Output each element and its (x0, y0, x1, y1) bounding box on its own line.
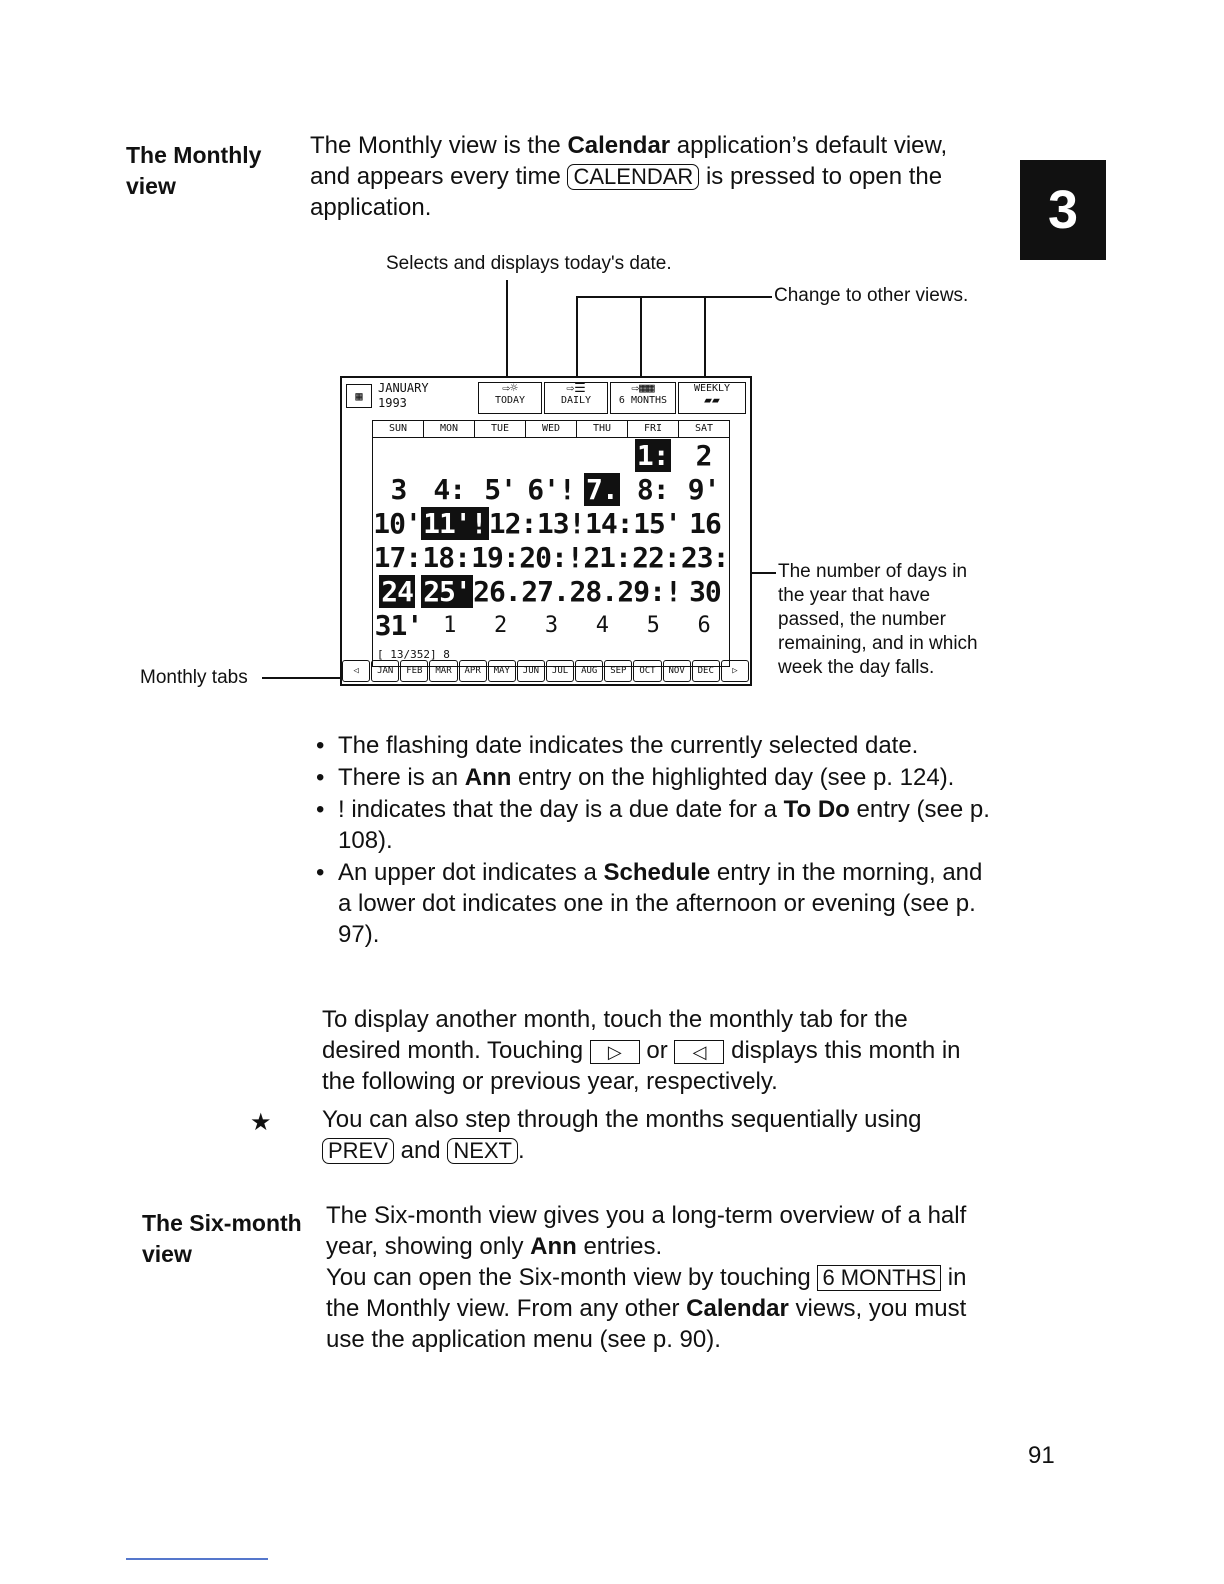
highlighted-day: 1: (636, 439, 669, 472)
callout-days: The number of days in the year that have passed, the number remaining, and in which week the day falls. (778, 561, 978, 678)
callout-today: Selects and displays today's date. (386, 253, 672, 274)
calendar-day-cell[interactable] (421, 508, 488, 540)
calendar-day-cell[interactable]: 23: (680, 541, 729, 574)
daily-icon: ⇨☰ (566, 381, 586, 396)
bullet-item (312, 857, 992, 950)
calendar-day-cell[interactable]: 12: (488, 507, 537, 540)
calendar-screen (340, 376, 752, 686)
calendar-day-cell[interactable]: 8: (636, 473, 669, 506)
calendar-day-cell[interactable] (576, 474, 627, 506)
calendar-day-cell[interactable]: 19: (471, 541, 519, 574)
month-tab-aug[interactable]: AUG (575, 660, 603, 682)
bullet-item (312, 794, 992, 856)
footer-rule (126, 1558, 268, 1560)
calendar-day-cell[interactable]: 18: (422, 541, 470, 574)
monthly-tabs (342, 660, 750, 682)
calendar-day-cell[interactable] (576, 440, 627, 472)
calendar-day-cell[interactable]: 3 (544, 613, 558, 638)
leader-6months (640, 296, 642, 380)
calendar-day-cell[interactable] (627, 440, 678, 472)
calendar-week-row (373, 576, 729, 608)
leader-views-h (576, 296, 772, 298)
tip-text: You can also step through the months sequentially using (322, 1106, 922, 1133)
calendar-day-cell[interactable]: 29:! (617, 575, 681, 608)
six-months-button[interactable] (610, 382, 676, 414)
bullet-text: ! indicates that the day is a due date for a (338, 796, 784, 823)
monthly-intro (310, 130, 990, 223)
calendar-day-cell[interactable]: 6 (697, 613, 710, 638)
section-heading-monthly: The Monthly view (126, 142, 262, 199)
sun-icon: ⇨☼ (502, 381, 518, 396)
month-tab-jun[interactable]: JUN (517, 660, 545, 682)
calendar-week-row (373, 440, 729, 472)
bullet-text: entry on the highlighted day (see p. 124). (511, 764, 955, 791)
calendar-day-cell[interactable] (373, 440, 424, 472)
highlighted-day: 11'! (423, 507, 487, 540)
screen-month: JANUARY (378, 381, 429, 395)
six-months-label: 6 MONTHS (618, 395, 668, 406)
next-arrow-icon: ▷ (590, 1040, 640, 1064)
calendar-day-cell[interactable]: 27. (521, 575, 569, 608)
weekly-label: WEEKLY (693, 383, 731, 394)
calendar-day-cell[interactable]: 2 (494, 613, 507, 638)
calendar-day-cell[interactable]: 13! (536, 507, 585, 540)
calendar-day-cell[interactable]: 30 (689, 575, 721, 608)
day-count-status: [ 13/352] 8 (377, 648, 450, 661)
leader-daily (576, 296, 578, 380)
leader-tabs (262, 677, 342, 679)
intro-bold: Calendar (567, 132, 671, 159)
leader-weekly (704, 296, 706, 380)
six-month-bold: Calendar (686, 1295, 789, 1322)
page-number: 91 (1028, 1442, 1055, 1469)
calendar-day-cell[interactable]: 4: (433, 473, 466, 506)
month-tab-feb[interactable]: FEB (400, 660, 428, 682)
para-text: displays this month in the following or previous year, respectively. (322, 1037, 961, 1095)
calendar-day-cell[interactable]: 2 (695, 439, 712, 472)
yearly-icon: ▰▰ (704, 393, 720, 408)
calendar-day-cell[interactable]: 22: (632, 541, 680, 574)
six-month-paragraph-1 (326, 1200, 994, 1262)
weekday-label: SAT (694, 423, 714, 434)
bullet-text: entry (see p. 108). (338, 796, 990, 854)
month-tab-sep[interactable]: SEP (604, 660, 632, 682)
weekday-label: WED (526, 421, 577, 437)
bullet-bold: Ann (464, 764, 512, 791)
tip-paragraph (322, 1104, 986, 1166)
calendar-week-row (373, 508, 729, 540)
daily-label: DAILY (560, 395, 592, 406)
bullet-text: An upper dot indicates a (338, 859, 604, 886)
today-button[interactable] (478, 382, 542, 414)
tip-text: . (518, 1137, 525, 1164)
calendar-day-cell[interactable]: 10' (373, 507, 421, 540)
today-label: TODAY (494, 395, 526, 406)
six-month-text: in the Monthly view. From any other (326, 1264, 967, 1322)
six-month-text: views, you must use the application menu (see p. 90). (326, 1295, 967, 1353)
bullet-item (312, 730, 992, 761)
callout-views: Change to other views. (774, 285, 969, 306)
weekday-label: TUE (475, 421, 526, 437)
leader-today (506, 280, 508, 380)
six-month-paragraph-2 (326, 1262, 994, 1355)
calendar-icon: ▦ (346, 384, 372, 408)
calendar-day-cell[interactable] (421, 576, 473, 608)
calendar-day-cell[interactable]: 20:! (519, 541, 583, 574)
calendar-day-cell[interactable] (424, 440, 475, 472)
weekday-label: FRI (628, 421, 679, 437)
month-tab-mar[interactable]: MAR (429, 660, 457, 682)
calendar-day-cell[interactable]: 9' (687, 473, 720, 506)
calendar-day-cell[interactable]: 5 (646, 613, 659, 638)
calendar-day-cell[interactable] (373, 576, 421, 608)
bullet-text: There is an (338, 764, 465, 791)
month-tab-oct[interactable]: OCT (633, 660, 661, 682)
callout-monthly-tabs: Monthly tabs (140, 667, 248, 688)
calendar-day-cell[interactable]: 14: (584, 507, 633, 540)
calendar-day-cell[interactable]: 28. (569, 575, 618, 608)
highlighted-day: 25' (423, 575, 471, 608)
daily-button[interactable] (544, 382, 608, 414)
calendar-day-cell[interactable]: 1 (443, 613, 456, 638)
calendar-week-row (373, 474, 729, 506)
bullet-item (312, 762, 992, 793)
calendar-week-row (373, 542, 729, 574)
calendar-day-cell[interactable]: 6'! (527, 473, 575, 506)
calendar-day-cell[interactable]: 3 (390, 473, 407, 506)
bullet-text: The flashing date indicates the currently selected date. (338, 732, 919, 759)
para-text: To display another month, touch the monthly tab for the desired month. Touching (322, 1006, 908, 1064)
weekday-label: MON (424, 421, 475, 437)
prev-arrow-icon: ◁ (674, 1040, 724, 1064)
calendar-week-row (373, 610, 729, 642)
calendar-day-cell[interactable] (526, 440, 577, 472)
calendar-key: CALENDAR (567, 164, 699, 190)
calendar-day-cell[interactable]: 21: (583, 541, 631, 574)
calendar-day-cell[interactable]: 17: (373, 541, 422, 574)
tip-star-icon: ★ (250, 1109, 272, 1136)
para-text: or (639, 1037, 675, 1064)
month-tab-apr[interactable]: APR (459, 660, 487, 682)
weekday-label: SUN (373, 421, 424, 437)
month-tab-jul[interactable]: JUL (546, 660, 574, 682)
six-month-text: You can open the Six-month view by touching (326, 1264, 818, 1291)
chapter-tab: 3 (1020, 160, 1106, 260)
prev-key: PREV (322, 1138, 394, 1164)
month-navigation-paragraph (322, 1004, 986, 1097)
six-months-key: 6 MONTHS (817, 1265, 941, 1291)
highlighted-day: 7. (586, 473, 618, 506)
calendar-day-cell[interactable]: 31' (374, 609, 423, 642)
month-tab-nov[interactable]: NOV (663, 660, 691, 682)
weekday-label: THU (577, 421, 628, 437)
bullet-bold: To Do (783, 796, 850, 823)
month-tab-dec[interactable]: DEC (692, 660, 720, 682)
calendar-day-cell[interactable]: 5' (484, 473, 516, 506)
month-tab-jan[interactable]: JAN (371, 660, 399, 682)
six-month-text: entries. (576, 1233, 663, 1260)
calendar-day-cell[interactable]: 15' (633, 507, 681, 540)
calendar-day-cell[interactable]: 26. (473, 575, 521, 608)
intro-text-1: The Monthly view is the (310, 132, 568, 159)
prev-year-tab[interactable]: ◁ (342, 660, 370, 682)
calendar-day-cell[interactable]: 4 (595, 613, 608, 638)
six-months-icon: ⇨▦▦ (631, 381, 655, 396)
month-tab-may[interactable]: MAY (488, 660, 516, 682)
calendar-day-cell[interactable]: 16 (689, 507, 721, 540)
intro-text-2: application’s default view, and appears every time (310, 132, 948, 190)
six-month-text: The Six-month view gives you a long-term overview of a half year, showing only (326, 1202, 967, 1260)
indicator-bullet-list (312, 730, 992, 951)
six-month-bold: Ann (530, 1233, 577, 1260)
section-heading-six-month: The Six-month view (142, 1210, 302, 1267)
weekly-button[interactable] (678, 382, 746, 414)
next-key: NEXT (447, 1138, 518, 1164)
tip-text: and (393, 1137, 448, 1164)
highlighted-day: 24 (381, 575, 413, 608)
bullet-bold: Schedule (603, 859, 711, 886)
intro-text-3: is pressed to open the application. (310, 163, 943, 221)
calendar-day-cell[interactable] (475, 440, 526, 472)
bullet-text: entry in the morning, and a lower dot indicates one in the afternoon or evening (see p. 97). (338, 859, 983, 948)
next-year-tab[interactable]: ▷ (721, 660, 749, 682)
screen-year: 1993 (378, 396, 407, 410)
calendar-grid (372, 436, 730, 667)
